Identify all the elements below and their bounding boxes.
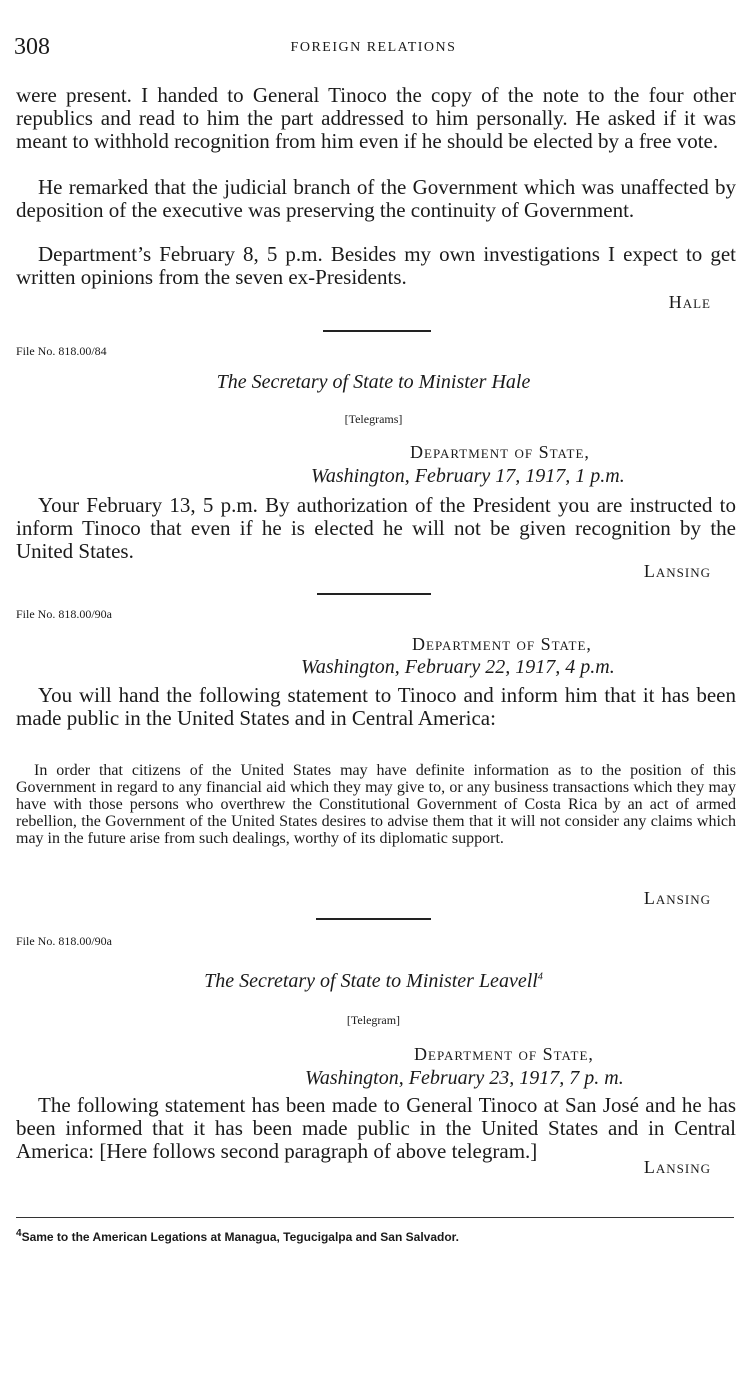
section-divider [316,918,431,920]
document-heading: The Secretary of State to Minister Hale [216,371,531,393]
section-divider [323,330,431,332]
running-title: FOREIGN RELATIONS [290,40,457,55]
page-number: 308 [14,34,50,60]
department-line: Department of State, [414,1044,594,1064]
file-number: File No. 818.00/84 [16,344,107,358]
section-divider [317,593,431,595]
continuation-paragraph-1: were present. I handed to General Tinoco the copy of the note to the four other republics and read to him the part addressed to him personally. He asked if it was meant to withhold recognition from him even if he should be elected by a free vote. [16,83,736,153]
department-line: Department of State, [410,442,590,462]
footnote-divider [16,1217,734,1218]
telegram-body: Your February 13, 5 p.m. By authorization of the President you are instructed to inform Tinoco that even if he is elected he will not be given recognition by the United States. [16,493,736,563]
signature-hale: Hale [668,292,711,312]
signature-lansing: Lansing [643,888,711,908]
file-number: File No. 818.00/90a [16,934,112,948]
telegram-body: The following statement has been made to General Tinoco at San José and he has been informed that it has been made public in the United States and in Central America: [Here follows second paragraph of above telegram.] [16,1093,736,1163]
signature-lansing: Lansing [643,561,711,581]
continuation-paragraph-3: Department’s February 8, 5 p.m. Besides my own investigations I expect to get written opinions from the seven ex-Presidents. [16,242,736,289]
document-heading: The Secretary of State to Minister Leavell$^4$ [204,970,543,992]
telegram-body: You will hand the following statement to Tinoco and inform him that it has been made public in the United States and in Central America: [16,683,736,730]
continuation-paragraph-2: He remarked that the judicial branch of the Government which was unaffected by deposition of the executive was preserving the continuity of Government. [16,175,736,222]
footnote: $^4$Same to the American Legations at Managua, Tegucigalpa and San Salvador. [16,1228,460,1244]
quoted-statement: In order that citizens of the United States may have definite information as to the position of this Government in regard to any financial aid which they may give to, or any business transactions which they may have with those persons who overthrew the Constitutional Government of Costa Rica by an act of armed rebellion, the Government of the United States desires to advise them that it will not consider any claims which may in the future arise from such dealings, worthy of its diplomatic support. [16,762,736,847]
department-line: Department of State, [412,634,592,654]
footnote-reference: 4 [537,971,543,983]
dateline: Washington, February 23, 1917, 7 p. m. [305,1067,624,1089]
dateline: Washington, February 22, 1917, 4 p.m. [301,656,615,678]
telegram-tag: [Telegrams] [344,412,403,426]
signature-lansing: Lansing [643,1157,711,1177]
dateline: Washington, February 17, 1917, 1 p.m. [311,465,625,487]
telegram-tag: [Telegram] [346,1013,401,1027]
file-number: File No. 818.00/90a [16,607,112,621]
